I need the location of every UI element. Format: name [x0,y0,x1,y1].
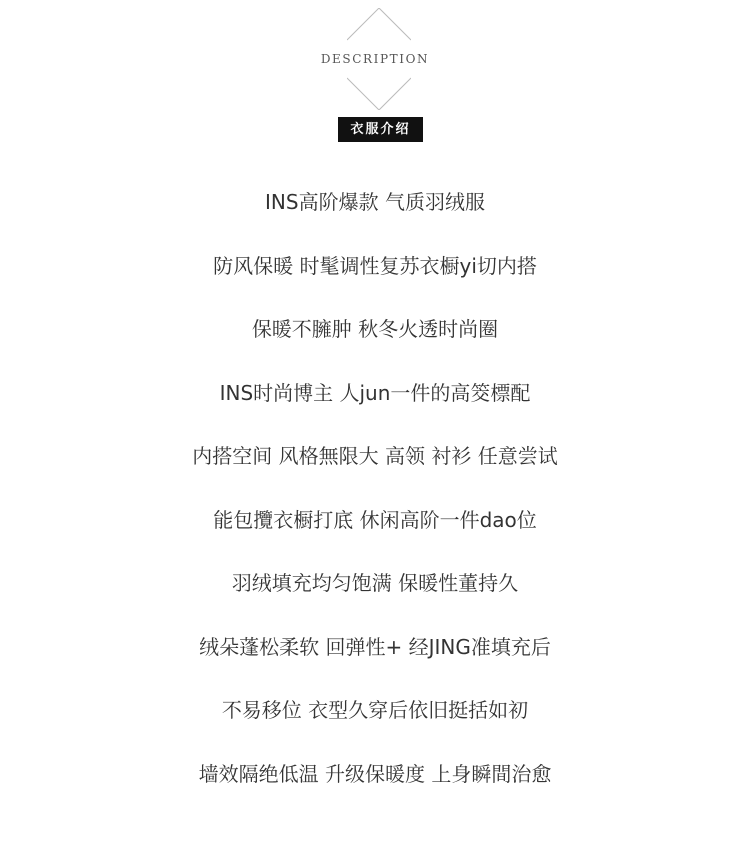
description-line: 防风保暖 时髦调性复苏衣橱yi切内搭 [213,253,537,278]
section-header [0,0,750,150]
section-title-en: DESCRIPTION [320,52,430,66]
description-line: 墙效隔绝低温 升级保暖度 上身瞬間治愈 [198,761,552,786]
description-line: 能包攬衣橱打底 休闲高阶一件dao位 [213,507,537,532]
description-line: INS高阶爆款 气质羽绒服 [265,190,485,214]
description-line: 保暖不臃肿 秋冬火透时尚圈 [251,317,499,341]
description-line: 绒朵蓬松柔软 回弹性+ 经JING准填充后 [199,634,551,659]
description-line: 羽绒填充均匀饱满 保暖性董持久 [231,571,519,595]
description-line: INS时尚博主 人jun一件的高筊標配 [219,380,531,405]
description-line: 内搭空间 风格無限大 高领 衬衫 任意尝试 [192,444,558,468]
description-line: 不易移位 衣型久穿后依旧挺括如初 [221,698,529,722]
description-list [0,178,750,813]
diamond-outline-icon [347,46,411,110]
section-title-badge: 衣服介绍 [338,117,423,142]
